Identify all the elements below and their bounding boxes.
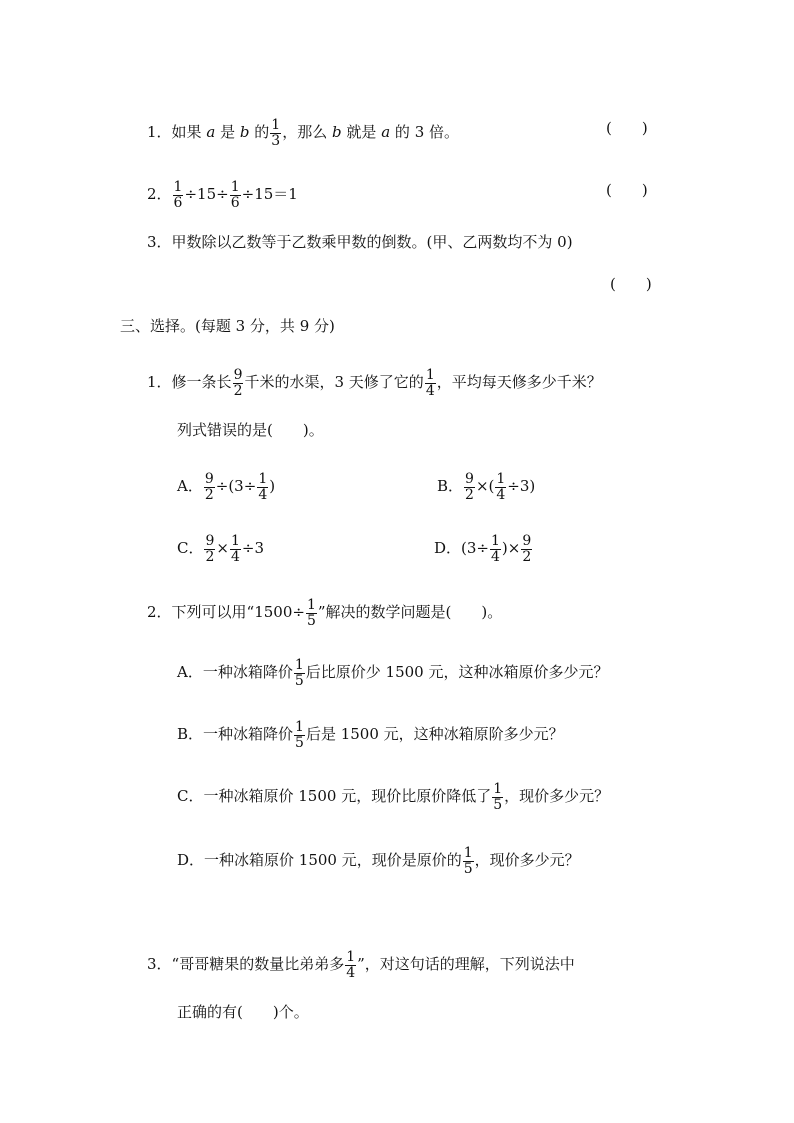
fraction: $\frac{9}{2}$ xyxy=(205,533,215,565)
fraction: $\frac{1}{4}$ xyxy=(425,367,435,399)
answer-blank[interactable]: ( ) xyxy=(610,275,652,293)
fraction: $\frac{9}{2}$ xyxy=(204,471,214,503)
fraction: $\frac{1}{3}$ xyxy=(271,117,281,149)
answer-blank[interactable]: ( ) xyxy=(606,119,648,137)
fraction: $\frac{1}{4}$ xyxy=(230,533,240,565)
fraction: $\frac{1}{5}$ xyxy=(294,657,304,689)
option-c[interactable]: C．一种冰箱原价 1500 元，现价比原价降低了 $\frac{1}{5}$ ，现价多少元？ xyxy=(177,781,610,813)
choice-q1: 1．修一条长 $\frac{9}{2}$ 千米的水渠，3 天修了它的 $\frac{1}{4}$ ，平均每天修多少千米？ xyxy=(147,367,602,399)
fraction: $\frac{1}{4}$ xyxy=(346,949,356,981)
judge-q1: 1．如果 a 是 b 的 $\frac{1}{3}$ ，那么 b 就是 a 的 3 倍。 xyxy=(147,117,460,149)
answer-blank[interactable]: ( ) xyxy=(606,181,648,199)
question-number: 3． xyxy=(147,233,172,251)
fraction: $\frac{9}{2}$ xyxy=(465,471,474,503)
judge-q2: 2． $\frac{1}{6}$ ÷15÷ $\frac{1}{6}$ ÷15＝1 xyxy=(147,179,298,211)
option-c[interactable]: C． $\frac{9}{2}$ × $\frac{1}{4}$ ÷3 xyxy=(177,533,265,565)
question-number: 2． xyxy=(147,603,172,622)
option-b[interactable]: B．一种冰箱降价 $\frac{1}{5}$ 后是 1500 元，这种冰箱原阶多少元？ xyxy=(177,719,564,751)
fraction: $\frac{1}{5}$ xyxy=(295,719,304,751)
fraction: $\frac{1}{6}$ xyxy=(173,179,183,211)
fraction: $\frac{1}{5}$ xyxy=(306,597,316,629)
choice-q3: 3．“哥哥糖果的数量比弟弟多 $\frac{1}{4}$ ”，对这句话的理解，下列说法中 xyxy=(147,949,575,981)
option-a[interactable]: A． $\frac{9}{2}$ ÷(3÷ $\frac{1}{4}$ ) xyxy=(177,471,276,503)
option-d[interactable]: D．一种冰箱原价 1500 元，现价是原价的 $\frac{1}{5}$ ，现价多少元？ xyxy=(177,845,580,877)
fraction: $\frac{9}{2}$ xyxy=(233,367,243,399)
choice-q3-line2: 正确的有( )个。 xyxy=(177,1003,309,1021)
fraction: $\frac{1}{4}$ xyxy=(491,533,500,565)
choice-q1-prompt: 列式错误的是( )。 xyxy=(177,421,324,439)
option-b[interactable]: B． $\frac{9}{2}$ ×( $\frac{1}{4}$ ÷3) xyxy=(437,471,536,503)
fraction: $\frac{1}{5}$ xyxy=(463,845,473,877)
judge-q3: 3．甲数除以乙数等于乙数乘甲数的倒数。(甲、乙两数均不为 0) xyxy=(147,233,573,251)
fraction: $\frac{1}{4}$ xyxy=(258,471,268,503)
fraction: $\frac{1}{6}$ xyxy=(230,179,240,211)
question-number: 3． xyxy=(147,955,172,974)
option-a[interactable]: A．一种冰箱降价 $\frac{1}{5}$ 后比原价少 1500 元，这种冰箱原价多少元？ xyxy=(177,657,609,689)
section-title: 三、选择。(每题 3 分，共 9 分) xyxy=(120,317,335,335)
question-number: 2． xyxy=(147,185,172,204)
fraction: $\frac{1}{4}$ xyxy=(496,471,506,503)
choice-q2: 2．下列可以用“1500÷ $\frac{1}{5}$ ”解决的数学问题是( )。 xyxy=(147,597,503,629)
question-number: 1． xyxy=(147,123,172,142)
option-d[interactable]: D．(3÷ $\frac{1}{4}$ )× $\frac{9}{2}$ xyxy=(434,533,532,565)
question-number: 1． xyxy=(147,373,172,392)
fraction: $\frac{1}{5}$ xyxy=(493,781,503,813)
fraction: $\frac{9}{2}$ xyxy=(522,533,532,565)
